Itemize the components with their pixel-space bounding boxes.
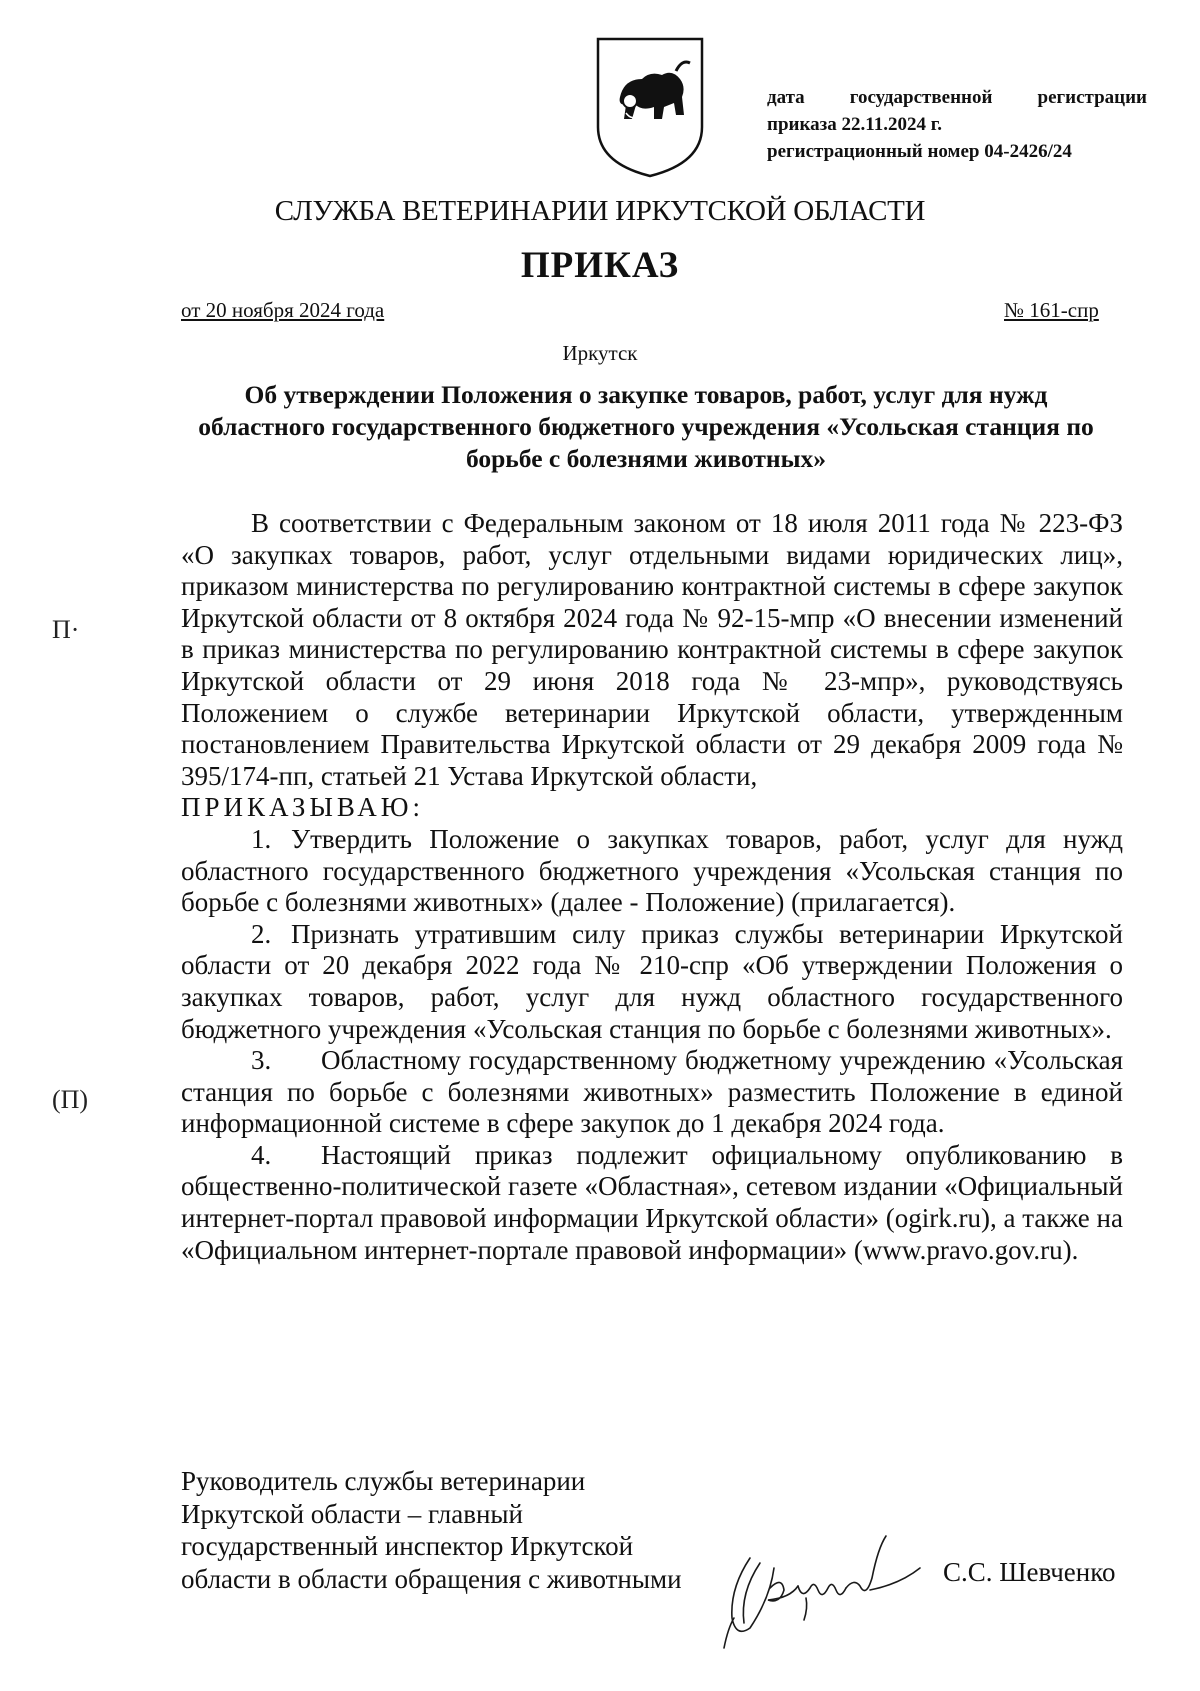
document-city: Иркутск (562, 341, 638, 365)
order-item (181, 824, 1123, 919)
margin-mark-1: П· (52, 615, 80, 644)
order-word: ПРИКАЗЫВАЮ: (181, 792, 424, 823)
item-number: 3. (251, 1045, 272, 1076)
registration-line-2: приказа 22.11.2024 г. (767, 114, 942, 135)
margin-mark-2: (П) (52, 1085, 89, 1114)
item-text: Утвердить Положение о закупках товаров, работ, услуг для нужд областного государственного бюджетного учреждения «Усольская станция по борьбе с болезнями животных» (далее - Положение) (прилагается). (181, 823, 1123, 918)
handwritten-signature (710, 1528, 930, 1658)
document-date: от 20 ноября 2024 года (181, 298, 385, 322)
position-line-4: области в области обращения с животными (181, 1563, 682, 1594)
position-line-1: Руководитель службы ветеринарии (181, 1466, 586, 1496)
item-number: 4. (251, 1139, 272, 1170)
item-number: 2. (251, 918, 272, 949)
irkutsk-coat-of-arms-icon (590, 35, 710, 180)
order-item (181, 919, 1123, 1045)
document-number: № 161-спр (1004, 298, 1099, 322)
document-body (181, 508, 1123, 1266)
order-item (181, 1140, 1123, 1266)
document-type: ПРИКАЗ (520, 245, 680, 286)
order-item (181, 1045, 1123, 1140)
item-text: Признать утратившим силу приказ службы ветеринарии Иркутской области от 20 декабря 2022 года № 210-спр «Об утверждении Положения о закупках товаров, работ, услуг для нужд областного государственного бюджетного учреждения «Усольская станция по борьбе с болезнями животных». (181, 918, 1123, 1044)
signer-name: С.С. Шевченко (943, 1557, 1116, 1587)
signer-position (181, 1465, 741, 1595)
agency-name: СЛУЖБА ВЕТЕРИНАРИИ ИРКУТСКОЙ ОБЛАСТИ (274, 195, 926, 227)
position-line-2: Иркутской области – главный (181, 1498, 523, 1529)
preamble: В соответствии с Федеральным законом от 18 июля 2011 года № 223-ФЗ «О закупках товаров, работ, услуг отдельными видами юридических лиц», приказом министерства по регулированию контрактной системы в сфере закупок Иркутской области от 8 октября 2024 года № 92-15-мпр «О внесении изменений в приказ министерства по регулированию контрактной системы в сфере закупок Иркутской области от 29 июня 2018 года № 23-мпр», руководствуясь Положением о службе ветеринарии Иркутской области, утвержденным постановлением Правительства Иркутской области от 29 декабря 2009 года № 395/174-пп, статьей 21 Устава Иркутской области, (181, 508, 1123, 791)
document-subject: Об утверждении Положения о закупке товаров, работ, услуг для нужд областного государственного бюджетного учреждения «Усольская станция по борьбе с болезнями животных» (198, 380, 1094, 473)
item-text: Настоящий приказ подлежит официальному опубликованию в общественно-политической газете «Областная», сетевом издании «Официальный интернет-портал правовой информации Иркутской области» (ogirk.ru), а также на «Официальном интернет-портале правовой информации» (www.pravo.gov.ru). (181, 1139, 1123, 1265)
item-text: Областному государственному бюджетному учреждению «Усольская станция по борьбе с болезнями животных» разместить Положение в единой информационной системе в сфере закупок до 1 декабря 2024 года. (181, 1045, 1123, 1139)
position-line-3: государственный инспектор Иркутской (181, 1531, 634, 1561)
registration-line-3: регистрационный номер 04-2426/24 (767, 141, 1072, 162)
registration-info (767, 84, 1147, 165)
item-number: 1. (251, 823, 272, 854)
registration-line-1: дата государственной регистрации (767, 87, 1147, 108)
